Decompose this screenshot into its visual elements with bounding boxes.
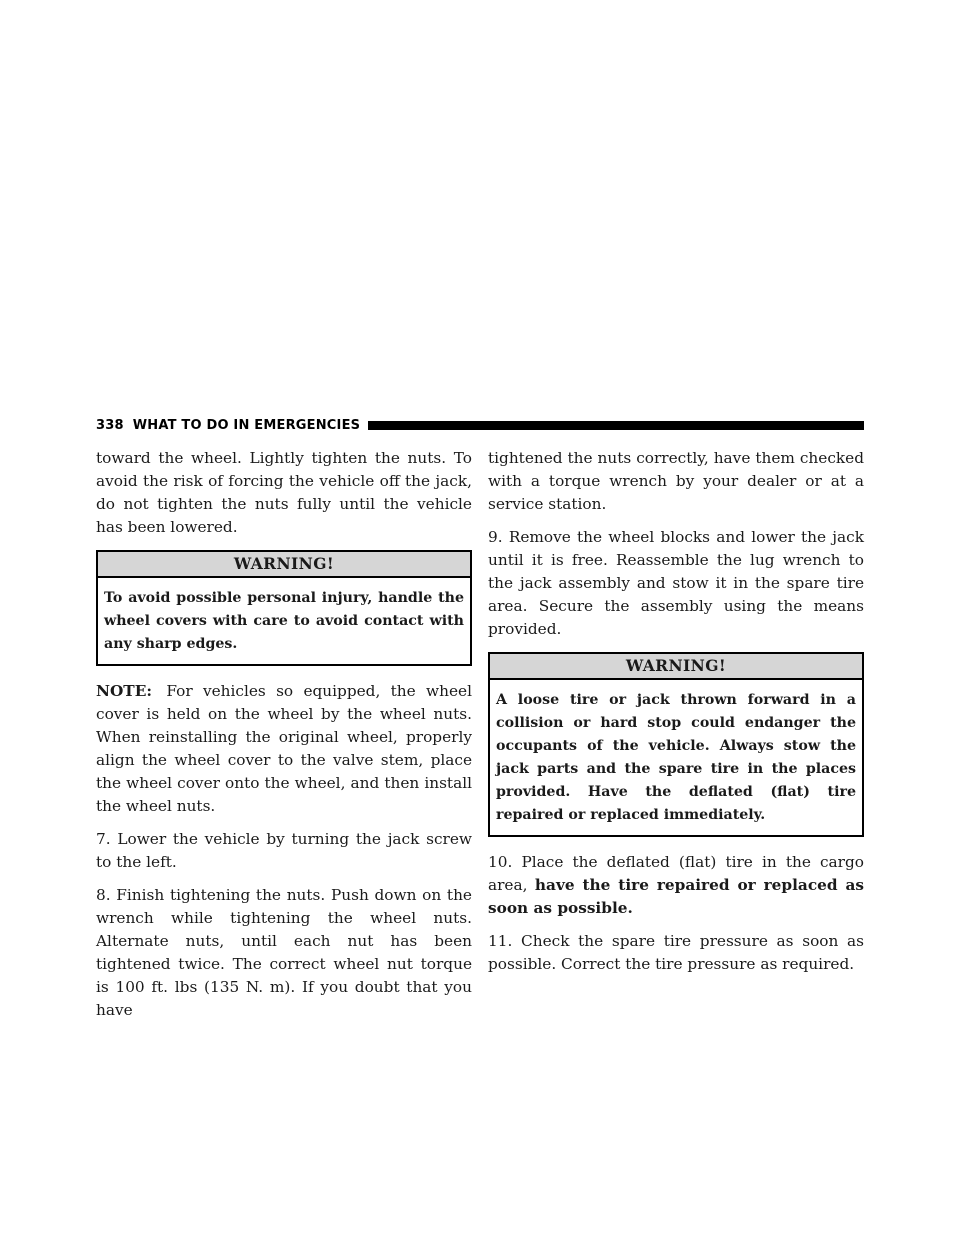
warning-box-wheel-covers <box>96 550 472 666</box>
note-text: For vehicles so equipped, the wheel cover is held on the wheel by the wheel nuts. When reinstalling the original wheel, properly align the wheel cover to the valve stem, place the wheel cover onto the wheel, and then install the wheel nuts. <box>96 682 472 815</box>
warning-text: A loose tire or jack thrown forward in a collision or hard stop could endanger the occupants of the vehicle. Always stow the jack parts and the spare tire in the places provided. Have the deflated (flat) tire repaired or replaced immediately. <box>496 692 856 823</box>
section-title: WHAT TO DO IN EMERGENCIES <box>132 417 361 433</box>
page-number: 338 <box>96 417 124 433</box>
step-10-text: 10. Place the deflated (flat) tire in the cargo area, <box>488 853 864 894</box>
warning-text: To avoid possible personal injury, handle the wheel covers with care to avoid contact with any sharp edges. <box>104 590 464 652</box>
step-10 <box>488 851 864 920</box>
step-10-bold: have the tire repaired or replaced as soon as possible. <box>488 876 864 917</box>
left-column <box>96 447 472 1032</box>
warning-title: WARNING! <box>98 552 470 578</box>
step-11: 11. Check the spare tire pressure as soon as possible. Correct the tire pressure as required. <box>488 932 864 973</box>
step-9: 9. Remove the wheel blocks and lower the jack until it is free. Reassemble the lug wrench to the jack assembly and stow it in the spare tire area. Secure the assembly using the means provided. <box>488 528 864 638</box>
warning-title: WARNING! <box>490 654 862 680</box>
warning-box-loose-tire <box>488 652 864 837</box>
note-label: NOTE: <box>96 682 152 700</box>
step-8-continued: tightened the nuts correctly, have them checked with a torque wrench by your dealer or at a service station. <box>488 449 864 513</box>
right-column <box>488 447 864 986</box>
page-header <box>96 415 864 435</box>
note-paragraph <box>96 680 472 818</box>
header-rule <box>368 421 864 430</box>
step-7: 7. Lower the vehicle by turning the jack screw to the left. <box>96 830 472 871</box>
step-8: 8. Finish tightening the nuts. Push down on the wrench while tightening the wheel nuts. Alternate nuts, until each nut has been tightened twice. The correct wheel nut torque is 100 ft. lbs (135 N. m). If you doubt that you have <box>96 886 472 1019</box>
intro-paragraph: toward the wheel. Lightly tighten the nuts. To avoid the risk of forcing the vehicle off the jack, do not tighten the nuts fully until the vehicle has been lowered. <box>96 449 472 536</box>
